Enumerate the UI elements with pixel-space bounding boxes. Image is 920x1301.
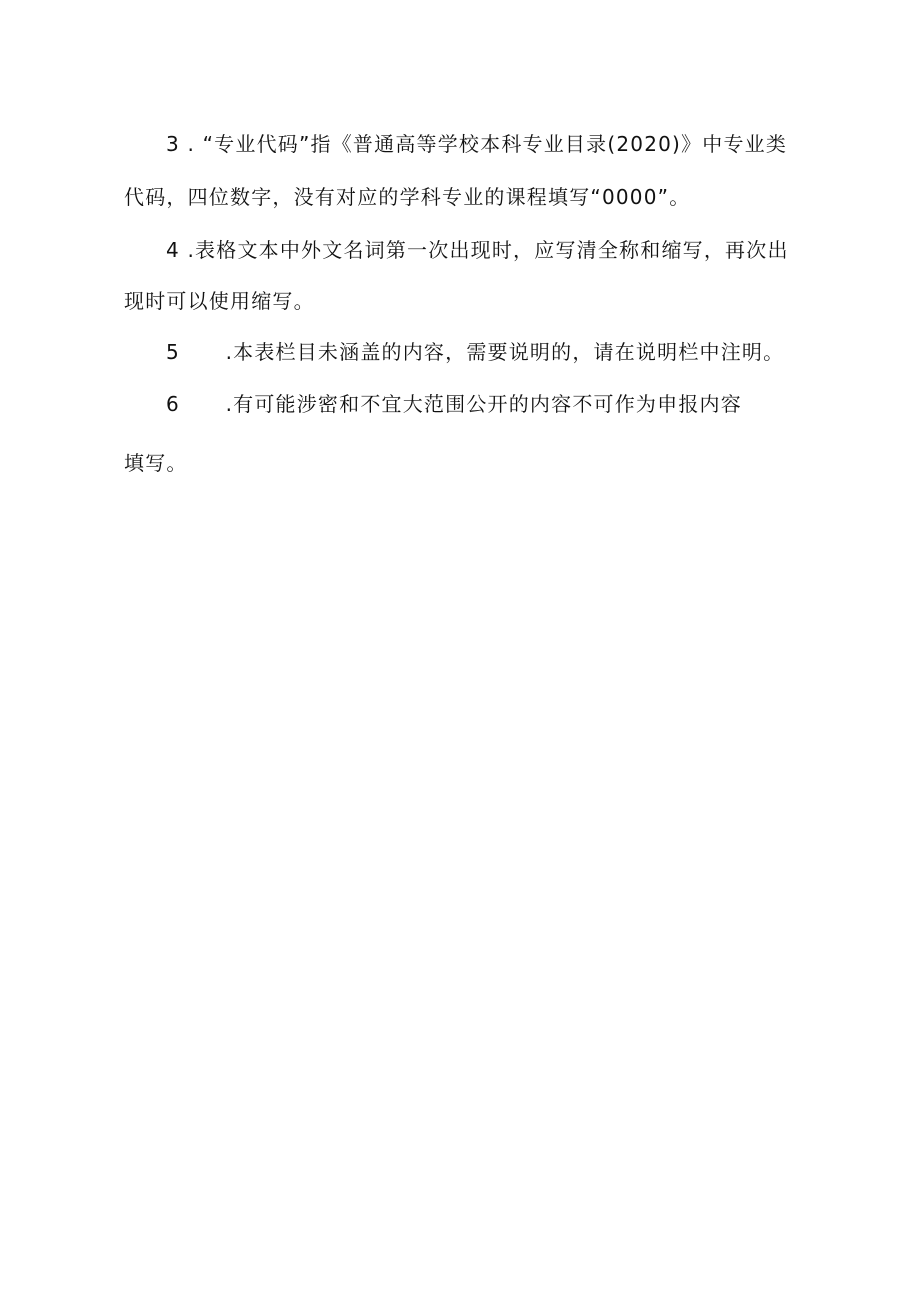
note-item-3-number: 3 xyxy=(166,132,180,156)
note-item-4-number: 4 xyxy=(166,238,180,262)
note-item-6-line1 xyxy=(166,390,742,418)
note-item-5-number: 5 xyxy=(166,340,180,364)
note-item-4-line2: 现时可以使用缩写。 xyxy=(124,289,315,313)
note-item-3-line2: 代码，四位数字，没有对应的学科专业的课程填写“0000”。 xyxy=(124,185,691,209)
note-item-6-line2: 填写。 xyxy=(124,451,188,475)
note-item-6-number: 6 xyxy=(166,392,180,416)
note-item-3-line1 xyxy=(166,130,787,158)
note-item-5-text: .本表栏目未涵盖的内容，需要说明的，请在说明栏中注明。 xyxy=(225,340,785,364)
note-item-4-text: .表格文本中外文名词第一次出现时，应写清全称和缩写，再次出 xyxy=(187,238,789,262)
note-item-3-text: . “专业代码”指《普通高等学校本科专业目录(2020)》中专业类 xyxy=(187,132,788,156)
note-item-6-text: .有可能涉密和不宜大范围公开的内容不可作为申报内容 xyxy=(225,392,742,416)
note-item-5-line1 xyxy=(166,338,784,366)
note-item-4-line1 xyxy=(166,236,789,264)
